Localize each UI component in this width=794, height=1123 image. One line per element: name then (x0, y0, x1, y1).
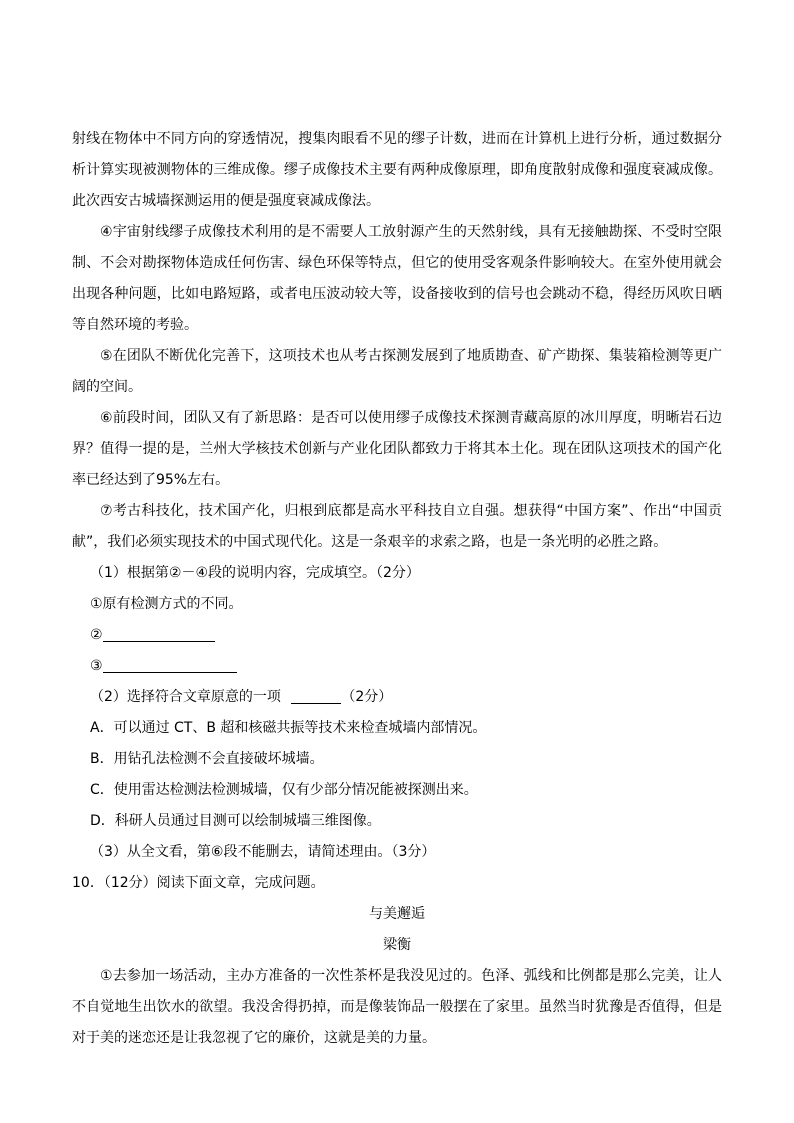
option-a: A．可以通过 CT、B 超和核磁共振等技术来检查城墙内部情况。 (90, 720, 487, 736)
question-1: （1）根据第②－④段的说明内容，完成填空。（2分） (90, 565, 420, 581)
article-author: 梁衡 (383, 937, 411, 953)
question-2-prefix: （2）选择符合文章原意的一项 (90, 689, 281, 705)
paragraph-4: ④宇宙射线缪子成像技术利用的是不需要人工放射源产生的天然射线，具有无接触勘探、不受时空限制、不会对勘探物体造成任何伤害、绿色环保等特点，但它的使用受客观条件影响较大。在室外使用就会出现各种问题，比如电路短路，或者电压波动较大等，设备接收到的信号也会跳动不稳，得经历风吹日晒等自然环境的考验。 (72, 224, 722, 333)
paragraph-5: ⑤在团队不断优化完善下，这项技术也从考古探测发展到了地质勘查、矿产勘探、集装箱检测等更广阔的空间。 (72, 348, 722, 395)
question-3: （3）从全文看，第⑥段不能删去，请简述理由。（3分） (90, 844, 436, 860)
article-title: 与美邂逅 (369, 906, 425, 922)
answer-blank-b[interactable] (103, 625, 215, 642)
option-d: D．科研人员通过目测可以绘制城墙三维图像。 (90, 813, 381, 829)
question-1-item-b (90, 620, 215, 651)
option-c: C．使用雷达检测法检测城墙，仅有少部分情况能被探测出来。 (90, 782, 478, 798)
article-paragraph-1: ①去参加一场活动，主办方准备的一次性茶杯是我没见过的。色泽、弧线和比例都是那么完美，让人不自觉地生出饮水的欲望。我没舍得扔掉，而是像装饰品一般摆在了家里。虽然当时犹豫是否值得，但是对于美的迷恋还是让我忽视了它的廉价，这就是美的力量。 (72, 968, 722, 1046)
question-1-item-b-label: ② (90, 627, 103, 643)
question-1-item-a: ①原有检测方式的不同。 (90, 596, 243, 612)
paragraph-7: ⑦考古科技化，技术国产化，归根到底都是高水平科技自立自强。想获得“中国方案”、作出“中国贡献”，我们必须实现技术的中国式现代化。这是一条艰辛的求索之路，也是一条光明的必胜之路。 (72, 503, 722, 550)
question-10-heading: 10．（12分）阅读下面文章，完成问题。 (72, 875, 325, 891)
option-b: B．用钻孔法检测不会直接破坏城墙。 (90, 751, 324, 767)
question-1-item-c (90, 651, 237, 682)
question-2-suffix: （2分） (341, 689, 393, 705)
question-1-item-c-label: ③ (90, 658, 103, 674)
answer-blank-q2[interactable] (291, 687, 341, 704)
paragraph-3-continued: 射线在物体中不同方向的穿透情况，搜集肉眼看不见的缪子计数，进而在计算机上进行分析，通过数据分析计算实现被测物体的三维成像。缪子成像技术主要有两种成像原理，即角度散射成像和强度衰减成像。此次西安古城墙探测运用的便是强度衰减成像法。 (72, 131, 722, 209)
question-2 (90, 682, 392, 713)
answer-blank-c[interactable] (103, 656, 237, 673)
paragraph-6: ⑥前段时间，团队又有了新思路：是否可以使用缪子成像技术探测青藏高原的冰川厚度，明晰岩石边界？值得一提的是，兰州大学核技术创新与产业化团队都致力于将其本土化。现在团队这项技术的国产化率已经达到了95%左右。 (72, 410, 722, 488)
